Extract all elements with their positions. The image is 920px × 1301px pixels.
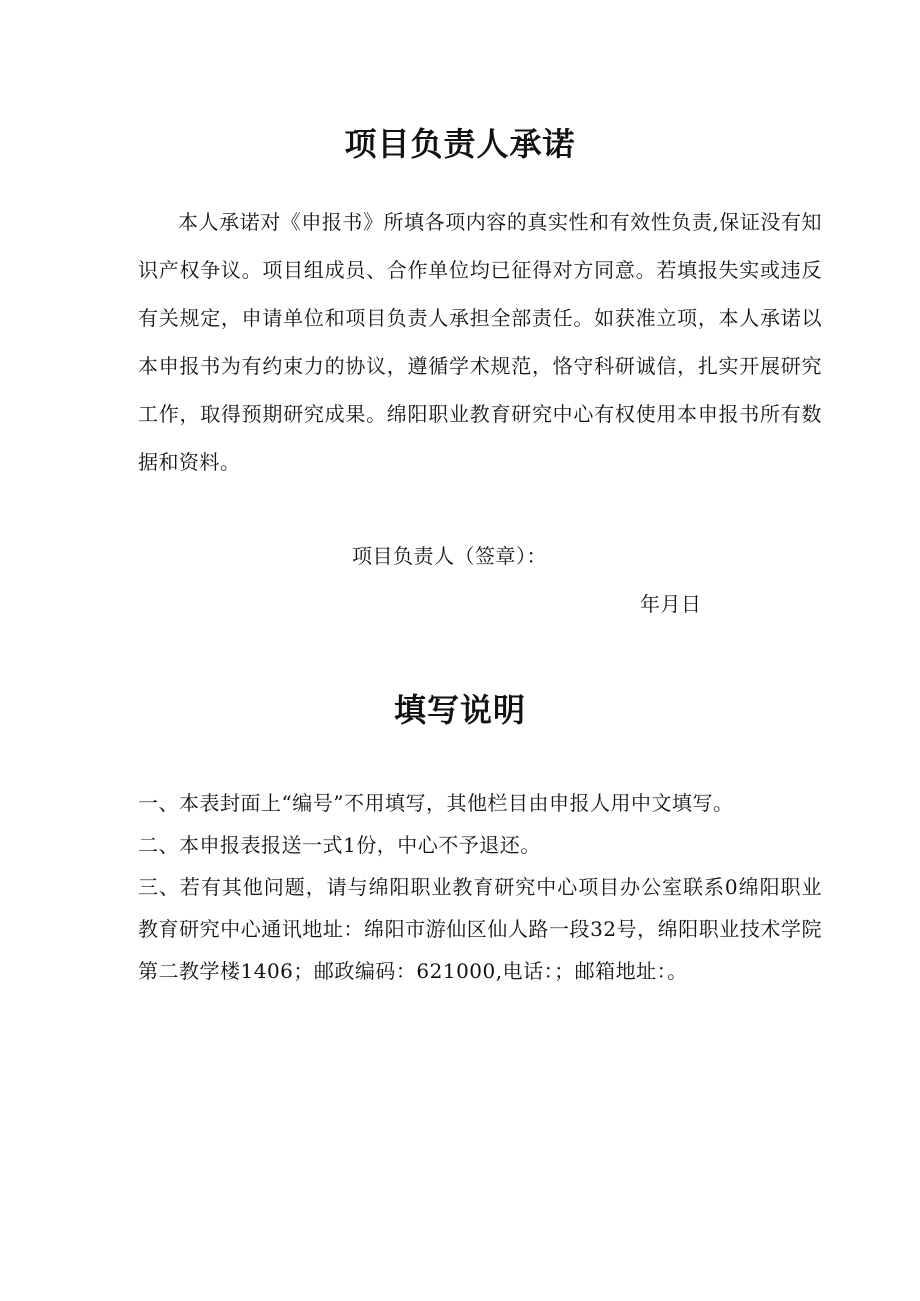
signature-label: 项目负责人（签章）：	[352, 544, 547, 568]
instruction-item-1: 一、本表封面上“编号”不用填写，其他栏目由申报人用中文填写。	[138, 791, 734, 815]
promise-title: 项目负责人承诺	[344, 125, 576, 163]
date-label: 年月日	[640, 592, 702, 616]
instructions-list	[138, 782, 822, 992]
instruction-item-2: 二、本申报表报送一式1份，中心不予退还。	[138, 833, 541, 857]
instruction-item-3: 三、若有其他问题，请与绵阳职业教育研究中心项目办公室联系0绵阳职业教育研究中心通讯地址：绵阳市游仙区仙人路一段32号，绵阳职业技术学院第二教学楼1406；邮政编码：621000,电话：；邮箱地址：。	[138, 875, 822, 983]
promise-body: 本人承诺对《申报书》所填各项内容的真实性和有效性负责,保证没有知识产权争议。项目组成员、合作单位均已征得对方同意。若填报失实或违反有关规定，申请单位和项目负责人承担全部责任。如获准立项，本人承诺以本申报书为有约束力的协议，遵循学术规范，恪守科研诚信，扎实开展研究工作，取得预期研究成果。绵阳职业教育研究中心有权使用本申报书所有数据和资料。	[138, 210, 822, 474]
instructions-title: 填写说明	[393, 691, 526, 729]
